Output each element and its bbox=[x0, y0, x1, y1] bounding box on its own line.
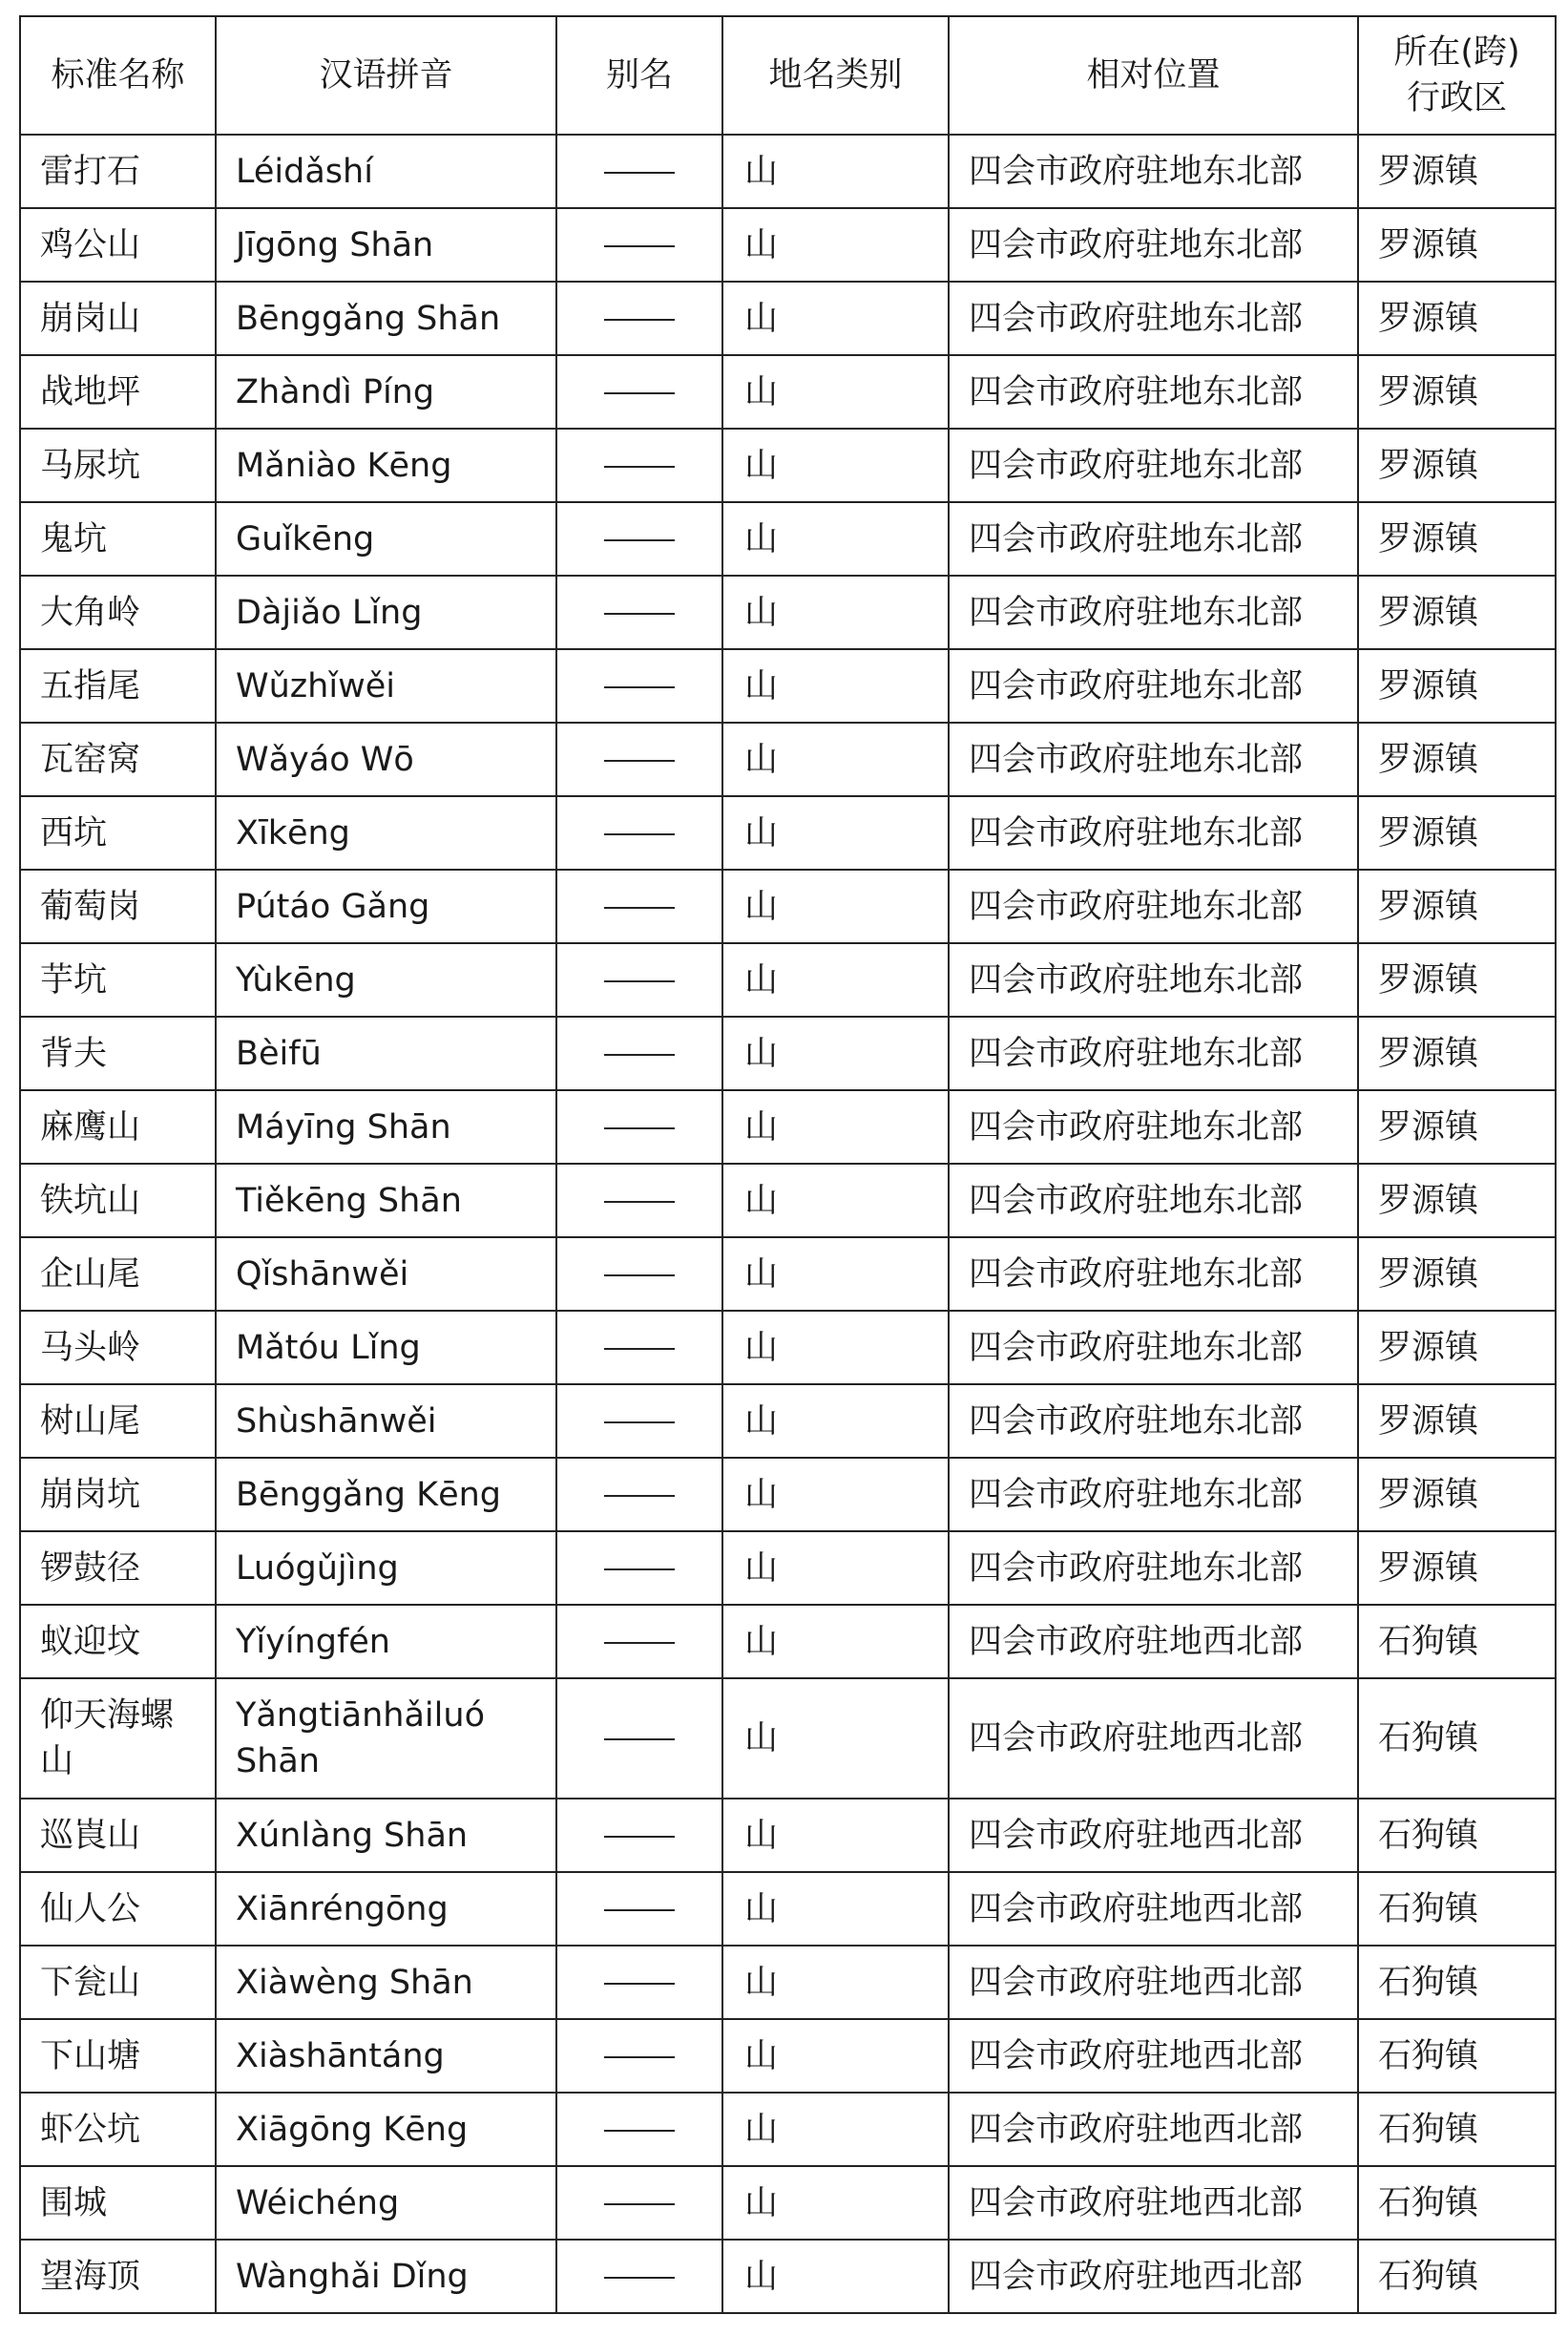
cell-alias bbox=[556, 1017, 722, 1090]
cell-alias bbox=[556, 870, 722, 943]
cell-district: 石狗镇 bbox=[1358, 2019, 1556, 2093]
cell-standard-name: 战地坪 bbox=[20, 355, 216, 429]
table-row bbox=[20, 1164, 1556, 1237]
cell-alias bbox=[556, 1311, 722, 1384]
cell-relative-position: 四会市政府驻地东北部 bbox=[949, 723, 1358, 796]
cell-alias bbox=[556, 1531, 722, 1605]
cell-relative-position: 四会市政府驻地西北部 bbox=[949, 1946, 1358, 2019]
cell-pinyin: Bèifū bbox=[216, 1017, 556, 1090]
header-row bbox=[20, 16, 1556, 135]
table-row bbox=[20, 1946, 1556, 2019]
cell-standard-name: 铁坑山 bbox=[20, 1164, 216, 1237]
cell-pinyin: Guǐkēng bbox=[216, 502, 556, 576]
cell-district: 罗源镇 bbox=[1358, 502, 1556, 576]
table-row bbox=[20, 1311, 1556, 1384]
cell-relative-position: 四会市政府驻地东北部 bbox=[949, 1531, 1358, 1605]
cell-pinyin: Yǐyíngfén bbox=[216, 1605, 556, 1678]
cell-standard-name: 仰天海螺山 bbox=[20, 1678, 216, 1799]
header-relative-position: 相对位置 bbox=[949, 16, 1358, 135]
table-row bbox=[20, 1384, 1556, 1458]
header-district-line2: 行政区 bbox=[1406, 79, 1507, 117]
cell-district: 罗源镇 bbox=[1358, 1017, 1556, 1090]
cell-pinyin: Zhàndì Píng bbox=[216, 355, 556, 429]
cell-relative-position: 四会市政府驻地东北部 bbox=[949, 135, 1358, 208]
cell-standard-name: 芋坑 bbox=[20, 943, 216, 1017]
place-name-table bbox=[19, 15, 1557, 2314]
cell-relative-position: 四会市政府驻地西北部 bbox=[949, 1872, 1358, 1946]
header-district-line1: 所在(跨) bbox=[1393, 33, 1520, 72]
table-row bbox=[20, 2240, 1556, 2313]
table-row bbox=[20, 943, 1556, 1017]
cell-relative-position: 四会市政府驻地西北部 bbox=[949, 1605, 1358, 1678]
cell-alias bbox=[556, 208, 722, 282]
cell-relative-position: 四会市政府驻地东北部 bbox=[949, 208, 1358, 282]
cell-pinyin: Wǔzhǐwěi bbox=[216, 649, 556, 723]
table-row bbox=[20, 2166, 1556, 2240]
cell-category: 山 bbox=[722, 2093, 949, 2166]
cell-pinyin: Bēnggǎng Kēng bbox=[216, 1458, 556, 1531]
cell-standard-name: 仙人公 bbox=[20, 1872, 216, 1946]
cell-district: 罗源镇 bbox=[1358, 796, 1556, 870]
header-category: 地名类别 bbox=[722, 16, 949, 135]
cell-alias bbox=[556, 429, 722, 502]
cell-standard-name: 葡萄岗 bbox=[20, 870, 216, 943]
cell-category: 山 bbox=[722, 1946, 949, 2019]
cell-category: 山 bbox=[722, 1678, 949, 1799]
cell-relative-position: 四会市政府驻地东北部 bbox=[949, 355, 1358, 429]
cell-district: 罗源镇 bbox=[1358, 943, 1556, 1017]
cell-standard-name: 马头岭 bbox=[20, 1311, 216, 1384]
cell-district: 罗源镇 bbox=[1358, 1237, 1556, 1311]
cell-relative-position: 四会市政府驻地西北部 bbox=[949, 1799, 1358, 1872]
alias-dash bbox=[604, 1983, 675, 1985]
cell-alias bbox=[556, 796, 722, 870]
cell-pinyin: Xúnlàng Shān bbox=[216, 1799, 556, 1872]
cell-standard-name: 瓦窑窝 bbox=[20, 723, 216, 796]
cell-alias bbox=[556, 1678, 722, 1799]
cell-standard-name: 巡崀山 bbox=[20, 1799, 216, 1872]
cell-relative-position: 四会市政府驻地东北部 bbox=[949, 1164, 1358, 1237]
cell-district: 罗源镇 bbox=[1358, 208, 1556, 282]
cell-alias bbox=[556, 649, 722, 723]
cell-alias bbox=[556, 943, 722, 1017]
cell-standard-name: 鬼坑 bbox=[20, 502, 216, 576]
cell-district: 罗源镇 bbox=[1358, 576, 1556, 649]
cell-category: 山 bbox=[722, 2240, 949, 2313]
cell-pinyin: Xiàshāntáng bbox=[216, 2019, 556, 2093]
alias-dash bbox=[604, 1836, 675, 1838]
alias-dash bbox=[604, 1909, 675, 1911]
cell-relative-position: 四会市政府驻地东北部 bbox=[949, 1237, 1358, 1311]
cell-standard-name: 大角岭 bbox=[20, 576, 216, 649]
table-row bbox=[20, 1799, 1556, 1872]
cell-category: 山 bbox=[722, 1872, 949, 1946]
table-header bbox=[20, 16, 1556, 135]
cell-category: 山 bbox=[722, 1164, 949, 1237]
table-row bbox=[20, 723, 1556, 796]
cell-relative-position: 四会市政府驻地西北部 bbox=[949, 2019, 1358, 2093]
alias-dash bbox=[604, 760, 675, 762]
cell-alias bbox=[556, 1458, 722, 1531]
table-row bbox=[20, 649, 1556, 723]
cell-standard-name: 崩岗坑 bbox=[20, 1458, 216, 1531]
table-row bbox=[20, 355, 1556, 429]
cell-pinyin: Tiěkēng Shān bbox=[216, 1164, 556, 1237]
cell-relative-position: 四会市政府驻地西北部 bbox=[949, 1678, 1358, 1799]
cell-category: 山 bbox=[722, 576, 949, 649]
cell-pinyin: Luógǔjìng bbox=[216, 1531, 556, 1605]
cell-standard-name: 企山尾 bbox=[20, 1237, 216, 1311]
cell-relative-position: 四会市政府驻地西北部 bbox=[949, 2240, 1358, 2313]
cell-alias bbox=[556, 355, 722, 429]
cell-alias bbox=[556, 1946, 722, 2019]
cell-relative-position: 四会市政府驻地西北部 bbox=[949, 2093, 1358, 2166]
table-row bbox=[20, 1605, 1556, 1678]
cell-district: 罗源镇 bbox=[1358, 135, 1556, 208]
cell-standard-name: 鸡公山 bbox=[20, 208, 216, 282]
cell-category: 山 bbox=[722, 1458, 949, 1531]
cell-category: 山 bbox=[722, 1384, 949, 1458]
header-district bbox=[1358, 16, 1556, 135]
table-row bbox=[20, 1458, 1556, 1531]
table-row bbox=[20, 208, 1556, 282]
cell-category: 山 bbox=[722, 1531, 949, 1605]
cell-alias bbox=[556, 135, 722, 208]
table-row bbox=[20, 1872, 1556, 1946]
cell-pinyin: Máyīng Shān bbox=[216, 1090, 556, 1164]
cell-pinyin: Xiāgōng Kēng bbox=[216, 2093, 556, 2166]
cell-district: 石狗镇 bbox=[1358, 2093, 1556, 2166]
cell-relative-position: 四会市政府驻地东北部 bbox=[949, 282, 1358, 355]
cell-district: 罗源镇 bbox=[1358, 1311, 1556, 1384]
cell-district: 罗源镇 bbox=[1358, 1531, 1556, 1605]
cell-pinyin: Wéichéng bbox=[216, 2166, 556, 2240]
alias-dash bbox=[604, 907, 675, 909]
alias-dash bbox=[604, 1421, 675, 1423]
cell-relative-position: 四会市政府驻地东北部 bbox=[949, 1017, 1358, 1090]
cell-relative-position: 四会市政府驻地东北部 bbox=[949, 502, 1358, 576]
cell-alias bbox=[556, 2093, 722, 2166]
cell-district: 罗源镇 bbox=[1358, 1384, 1556, 1458]
cell-alias bbox=[556, 502, 722, 576]
alias-dash bbox=[604, 466, 675, 468]
table-row bbox=[20, 135, 1556, 208]
cell-alias bbox=[556, 2240, 722, 2313]
cell-district: 罗源镇 bbox=[1358, 1164, 1556, 1237]
cell-standard-name: 崩岗山 bbox=[20, 282, 216, 355]
table-row bbox=[20, 1531, 1556, 1605]
cell-category: 山 bbox=[722, 943, 949, 1017]
cell-district: 石狗镇 bbox=[1358, 1678, 1556, 1799]
cell-relative-position: 四会市政府驻地东北部 bbox=[949, 1384, 1358, 1458]
table-row bbox=[20, 282, 1556, 355]
cell-standard-name: 下瓮山 bbox=[20, 1946, 216, 2019]
cell-alias bbox=[556, 723, 722, 796]
cell-category: 山 bbox=[722, 502, 949, 576]
cell-standard-name: 雷打石 bbox=[20, 135, 216, 208]
cell-alias bbox=[556, 1605, 722, 1678]
cell-relative-position: 四会市政府驻地东北部 bbox=[949, 1311, 1358, 1384]
cell-category: 山 bbox=[722, 355, 949, 429]
alias-dash bbox=[604, 1127, 675, 1129]
alias-dash bbox=[604, 1568, 675, 1570]
alias-dash bbox=[604, 1348, 675, 1350]
cell-pinyin: Xiàwèng Shān bbox=[216, 1946, 556, 2019]
cell-pinyin: Jīgōng Shān bbox=[216, 208, 556, 282]
cell-category: 山 bbox=[722, 208, 949, 282]
alias-dash bbox=[604, 2130, 675, 2132]
gazetteer-page bbox=[19, 15, 1555, 2314]
alias-dash bbox=[604, 1738, 675, 1740]
cell-relative-position: 四会市政府驻地东北部 bbox=[949, 576, 1358, 649]
cell-relative-position: 四会市政府驻地东北部 bbox=[949, 943, 1358, 1017]
cell-standard-name: 马尿坑 bbox=[20, 429, 216, 502]
cell-pinyin: Mǎtóu Lǐng bbox=[216, 1311, 556, 1384]
cell-pinyin: Pútáo Gǎng bbox=[216, 870, 556, 943]
cell-pinyin: Yǎngtiānhǎiluó Shān bbox=[216, 1678, 556, 1799]
cell-category: 山 bbox=[722, 649, 949, 723]
cell-alias bbox=[556, 1384, 722, 1458]
cell-district: 石狗镇 bbox=[1358, 2166, 1556, 2240]
cell-alias bbox=[556, 1164, 722, 1237]
cell-standard-name: 锣鼓径 bbox=[20, 1531, 216, 1605]
cell-alias bbox=[556, 1090, 722, 1164]
table-row bbox=[20, 2093, 1556, 2166]
alias-dash bbox=[604, 980, 675, 982]
cell-district: 罗源镇 bbox=[1358, 649, 1556, 723]
alias-dash bbox=[604, 686, 675, 688]
alias-dash bbox=[604, 539, 675, 541]
table-body bbox=[20, 135, 1556, 2313]
cell-pinyin: Xiānréngōng bbox=[216, 1872, 556, 1946]
cell-alias bbox=[556, 1799, 722, 1872]
cell-category: 山 bbox=[722, 1237, 949, 1311]
cell-district: 罗源镇 bbox=[1358, 282, 1556, 355]
cell-category: 山 bbox=[722, 1311, 949, 1384]
cell-district: 石狗镇 bbox=[1358, 1872, 1556, 1946]
alias-dash bbox=[604, 319, 675, 321]
table-row bbox=[20, 429, 1556, 502]
alias-dash bbox=[604, 245, 675, 247]
cell-standard-name: 虾公坑 bbox=[20, 2093, 216, 2166]
cell-relative-position: 四会市政府驻地东北部 bbox=[949, 1090, 1358, 1164]
cell-relative-position: 四会市政府驻地东北部 bbox=[949, 870, 1358, 943]
cell-relative-position: 四会市政府驻地东北部 bbox=[949, 649, 1358, 723]
header-standard-name: 标准名称 bbox=[20, 16, 216, 135]
cell-pinyin: Wànghǎi Dǐng bbox=[216, 2240, 556, 2313]
cell-alias bbox=[556, 576, 722, 649]
table-row bbox=[20, 2019, 1556, 2093]
cell-category: 山 bbox=[722, 796, 949, 870]
alias-dash bbox=[604, 1274, 675, 1276]
cell-alias bbox=[556, 2019, 722, 2093]
cell-district: 石狗镇 bbox=[1358, 1946, 1556, 2019]
cell-district: 罗源镇 bbox=[1358, 723, 1556, 796]
cell-standard-name: 下山塘 bbox=[20, 2019, 216, 2093]
cell-category: 山 bbox=[722, 282, 949, 355]
cell-relative-position: 四会市政府驻地东北部 bbox=[949, 796, 1358, 870]
cell-standard-name: 背夫 bbox=[20, 1017, 216, 1090]
table-row bbox=[20, 1090, 1556, 1164]
cell-district: 石狗镇 bbox=[1358, 1605, 1556, 1678]
cell-category: 山 bbox=[722, 1799, 949, 1872]
cell-district: 石狗镇 bbox=[1358, 2240, 1556, 2313]
cell-pinyin: Shùshānwěi bbox=[216, 1384, 556, 1458]
cell-alias bbox=[556, 1872, 722, 1946]
cell-standard-name: 望海顶 bbox=[20, 2240, 216, 2313]
cell-pinyin: Dàjiǎo Lǐng bbox=[216, 576, 556, 649]
cell-district: 石狗镇 bbox=[1358, 1799, 1556, 1872]
table-row bbox=[20, 502, 1556, 576]
cell-district: 罗源镇 bbox=[1358, 355, 1556, 429]
cell-pinyin: Mǎniào Kēng bbox=[216, 429, 556, 502]
table-row bbox=[20, 796, 1556, 870]
cell-standard-name: 围城 bbox=[20, 2166, 216, 2240]
cell-pinyin: Léidǎshí bbox=[216, 135, 556, 208]
cell-category: 山 bbox=[722, 429, 949, 502]
cell-pinyin: Qǐshānwěi bbox=[216, 1237, 556, 1311]
cell-district: 罗源镇 bbox=[1358, 870, 1556, 943]
cell-category: 山 bbox=[722, 870, 949, 943]
cell-standard-name: 西坑 bbox=[20, 796, 216, 870]
cell-district: 罗源镇 bbox=[1358, 429, 1556, 502]
alias-dash bbox=[604, 2203, 675, 2205]
alias-dash bbox=[604, 172, 675, 174]
cell-category: 山 bbox=[722, 2019, 949, 2093]
cell-relative-position: 四会市政府驻地西北部 bbox=[949, 2166, 1358, 2240]
cell-district: 罗源镇 bbox=[1358, 1458, 1556, 1531]
cell-alias bbox=[556, 282, 722, 355]
cell-category: 山 bbox=[722, 2166, 949, 2240]
cell-standard-name: 蚁迎坟 bbox=[20, 1605, 216, 1678]
cell-relative-position: 四会市政府驻地东北部 bbox=[949, 1458, 1358, 1531]
cell-category: 山 bbox=[722, 1090, 949, 1164]
cell-pinyin: Wǎyáo Wō bbox=[216, 723, 556, 796]
table-row bbox=[20, 1237, 1556, 1311]
cell-category: 山 bbox=[722, 135, 949, 208]
alias-dash bbox=[604, 1054, 675, 1056]
table-row bbox=[20, 870, 1556, 943]
cell-relative-position: 四会市政府驻地东北部 bbox=[949, 429, 1358, 502]
alias-dash bbox=[604, 1495, 675, 1497]
cell-alias bbox=[556, 1237, 722, 1311]
alias-dash bbox=[604, 1201, 675, 1203]
header-pinyin: 汉语拼音 bbox=[216, 16, 556, 135]
cell-standard-name: 五指尾 bbox=[20, 649, 216, 723]
alias-dash bbox=[604, 2277, 675, 2279]
cell-category: 山 bbox=[722, 1605, 949, 1678]
cell-alias bbox=[556, 2166, 722, 2240]
alias-dash bbox=[604, 392, 675, 394]
cell-pinyin: Bēnggǎng Shān bbox=[216, 282, 556, 355]
cell-category: 山 bbox=[722, 723, 949, 796]
cell-district: 罗源镇 bbox=[1358, 1090, 1556, 1164]
cell-pinyin: Xīkēng bbox=[216, 796, 556, 870]
cell-category: 山 bbox=[722, 1017, 949, 1090]
cell-pinyin: Yùkēng bbox=[216, 943, 556, 1017]
alias-dash bbox=[604, 1642, 675, 1644]
cell-standard-name: 树山尾 bbox=[20, 1384, 216, 1458]
cell-standard-name: 麻鹰山 bbox=[20, 1090, 216, 1164]
alias-dash bbox=[604, 2056, 675, 2058]
table-row bbox=[20, 1678, 1556, 1799]
alias-dash bbox=[604, 613, 675, 615]
header-alias: 别名 bbox=[556, 16, 722, 135]
table-row bbox=[20, 576, 1556, 649]
alias-dash bbox=[604, 833, 675, 835]
table-row bbox=[20, 1017, 1556, 1090]
